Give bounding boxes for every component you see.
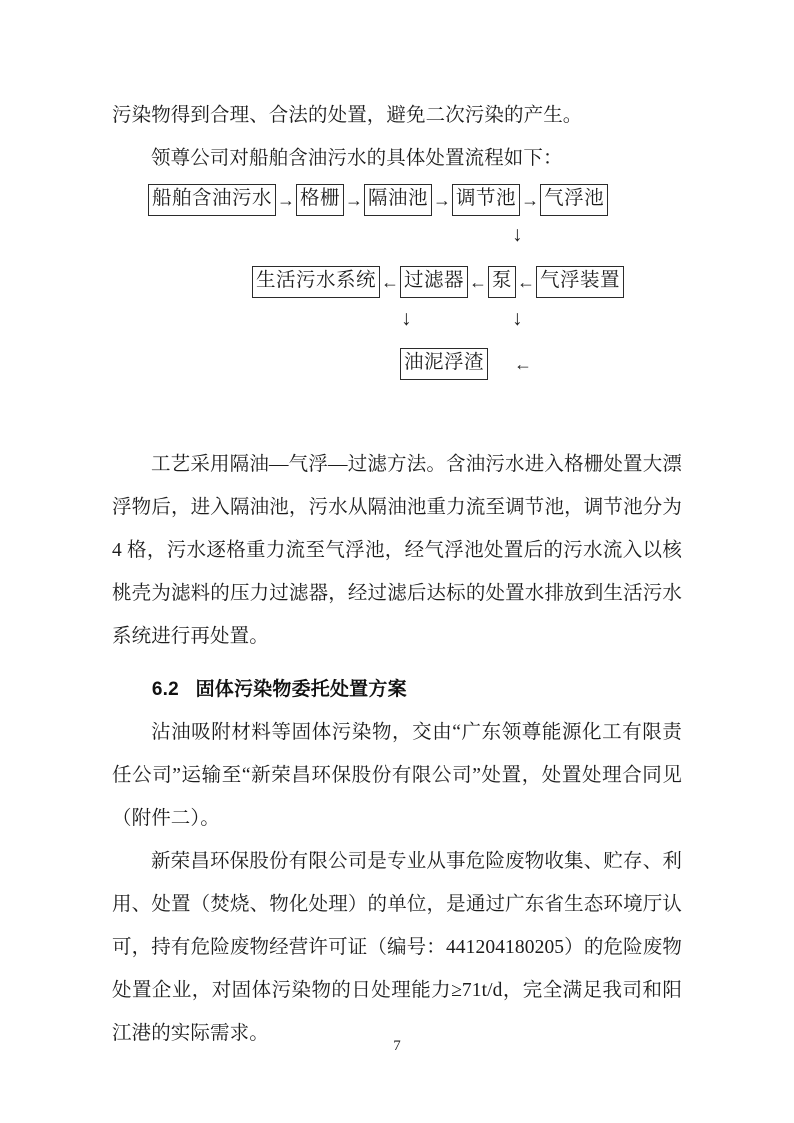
arrow-down-icon: ↓ <box>401 306 412 330</box>
flow-node-grille: 格栅 <box>296 184 344 216</box>
flow-node-filter: 过滤器 <box>400 266 468 298</box>
page-number-footer: 7 <box>393 1038 401 1054</box>
flowchart-row-2 <box>252 266 624 298</box>
flow-node-pump: 泵 <box>488 266 516 298</box>
pre-heading-spacer <box>112 658 682 668</box>
flowchart-bottom-spacer <box>112 399 682 443</box>
arrow-left-icon: ← <box>469 272 488 293</box>
flow-node-domestic-sewage-system: 生活污水系统 <box>252 266 380 298</box>
paragraph-pollutant-disposal: 污染物得到合理、合法的处置，避免二次污染的产生。 <box>112 105 583 126</box>
arrow-right-icon: → <box>521 190 540 211</box>
flowchart-row-1 <box>148 184 608 216</box>
arrow-right-icon: → <box>345 190 364 211</box>
paragraph-process-intro: 领尊公司对船舶含油污水的具体处置流程如下： <box>151 148 563 169</box>
flow-node-air-flotation-device: 气浮装置 <box>536 266 624 298</box>
flow-node-oil-separation-tank: 隔油池 <box>364 184 432 216</box>
section-title: 固体污染物委托处置方案 <box>195 679 407 700</box>
arrow-down-icon: ↓ <box>512 222 523 246</box>
flowchart-row-3 <box>400 348 532 380</box>
arrow-right-icon: → <box>277 190 296 211</box>
flow-node-air-flotation-tank: 气浮池 <box>540 184 608 216</box>
oily-wastewater-flowchart <box>112 184 682 399</box>
flow-node-oil-sludge-scum: 油泥浮渣 <box>400 348 488 380</box>
paragraph-process-description: 工艺采用隔油—气浮—过滤方法。含油污水进入格栅处置大漂浮物后，进入隔油池，污水从隔油池重力流至调节池，调节池分为 4 格，污水逐格重力流至气浮池，经气浮池处置后的污水流入以核桃壳为滤料的压力过滤器，经过滤后达标的处置水排放到生活污水系统进行再处置。 <box>112 454 682 647</box>
flow-node-regulating-tank: 调节池 <box>452 184 520 216</box>
section-number: 6.2 <box>151 679 179 700</box>
page-content <box>112 94 682 1055</box>
arrow-left-icon: ← <box>514 354 533 375</box>
flow-node-ship-oily-wastewater: 船舶含油污水 <box>148 184 276 216</box>
paragraph-xinrongchang-qualification: 新荣昌环保股份有限公司是专业从事危险废物收集、贮存、利用、处置（焚烧、物化处理）的单位，是通过广东省生态环境厅认可，持有危险废物经营许可证（编号：441204180205）的危险废物处置企业，对固体污染物的日处理能力≥71t/d，完全满足我司和阳江港的实际需求。 <box>112 851 683 1044</box>
arrow-left-icon: ← <box>517 272 536 293</box>
paragraph-solid-waste-transfer: 沾油吸附材料等固体污染物，交由“广东领尊能源化工有限责任公司”运输至“新荣昌环保股份有限公司”处置，处置处理合同见（附件二）。 <box>112 722 682 829</box>
arrow-left-icon: ← <box>381 272 400 293</box>
arrow-down-icon: ↓ <box>512 306 523 330</box>
section-heading-6-2 <box>112 668 682 711</box>
arrow-right-icon: → <box>433 190 452 211</box>
